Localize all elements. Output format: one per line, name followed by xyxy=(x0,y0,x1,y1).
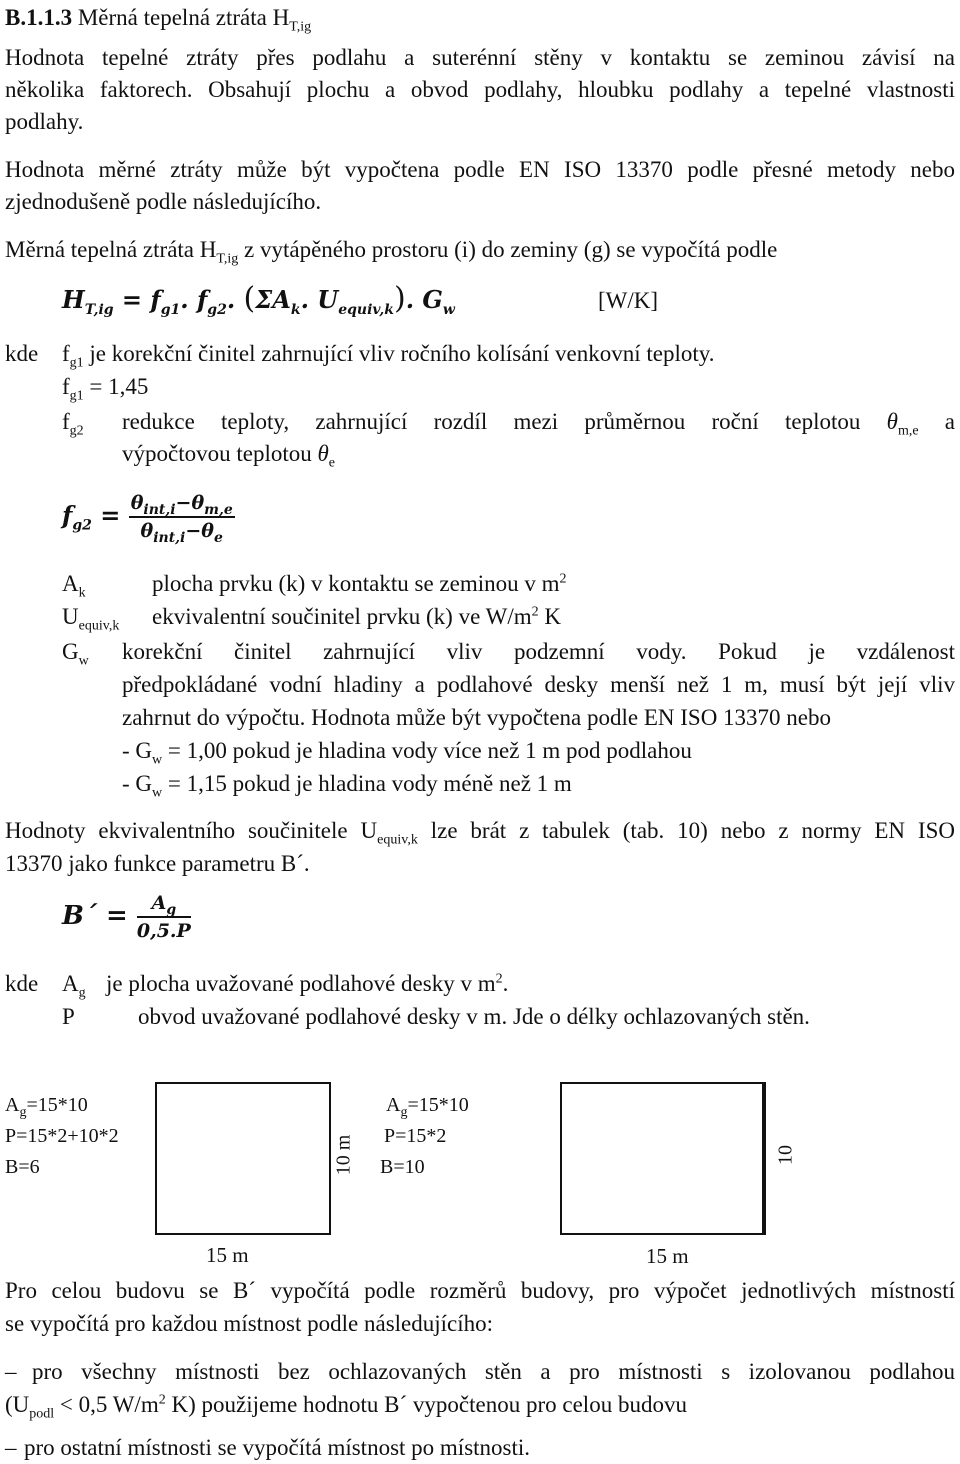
p-label: P xyxy=(62,1004,75,1029)
intro-line-5: zjednodušeně podle následujícího. xyxy=(5,189,322,214)
section-heading: B.1.1.3 Měrná tepelná ztráta $H_{T,ig}$ xyxy=(5,5,312,35)
formula-unit: [W/K] xyxy=(598,288,659,313)
gw-label: $G_w$ xyxy=(62,639,89,669)
bullet-1-line-1: pro všechny místnosti bez ochlazovaných stěn a pro místnosti s izolovanou podlahou xyxy=(32,1359,955,1384)
intro-line-2: několika faktorech. Obsahují plochu a obvod podlahy, hloubku podlahy a tepelné vlastnosti xyxy=(5,77,955,102)
section-title: Měrná tepelná ztráta H xyxy=(77,5,290,30)
bullet-dash-1: – xyxy=(5,1359,17,1384)
p-text: obvod uvažované podlahové desky v m. Jde o délky ochlazovaných stěn. xyxy=(138,1004,810,1029)
uequiv-paragraph-1: Hodnoty ekvivalentního součinitele $U_{equiv,k}$ lze brát z tabulek (tab. 10) nebo z normy EN ISO xyxy=(5,818,955,848)
gw-text-1: korekční činitel zahrnující vliv podzemní vody. Pokud je vzdálenost xyxy=(122,639,955,664)
left-perimeter: P=15*2+10*2 xyxy=(5,1125,119,1147)
intro-line-3: podlahy. xyxy=(5,109,84,134)
formula-b-prime: B´ = $\frac{A_g}{0,5.P}$ xyxy=(62,892,191,942)
intro-line-6: Měrná tepelná ztráta $H_{T,ig}$ z vytápěného prostoru (i) do zeminy (g) se vypočítá podle xyxy=(5,237,778,267)
left-bottom-dimension: 15 m xyxy=(206,1243,249,1267)
kde-label-2: kde xyxy=(5,971,39,996)
gw-text-2: předpokládané vodní hladiny a podlahové desky menší než 1 m, musí být její vliv xyxy=(122,672,955,697)
fg1-value: $f_{g1} = 1,45$ xyxy=(62,374,149,404)
ag-text: je plocha uvažované podlahové desky v $m^2$. xyxy=(106,971,509,996)
bullet-1-line-2: ($U_{podl} < 0,5$ $W/m^2$ K) použijeme hodnotu B´ vypočtenou pro celou budovu xyxy=(5,1392,687,1422)
gw-text-5: - $G_w = 1,15$ pokud je hladina vody méně než 1 m xyxy=(122,771,572,801)
left-b: B=6 xyxy=(5,1156,40,1178)
ag-label: $A_g$ xyxy=(62,971,86,1001)
fg2-label: $f_{g2}$ xyxy=(62,409,84,439)
closing-line-1: Pro celou budovu se B´ vypočítá podle rozměrů budovy, pro výpočet jednotlivých místností xyxy=(5,1278,955,1303)
bullet-dash-2: – xyxy=(5,1435,17,1460)
ak-text: plocha prvku (k) v kontaktu se zeminou v $m^2$ xyxy=(152,571,567,596)
uequiv-text: ekvivalentní součinitel prvku (k) ve $W/m^2$ K xyxy=(152,604,561,629)
floor-plan-right xyxy=(560,1082,766,1235)
formula-fg2: $f_{g2}$ = $\frac{\theta_{int,i}-\theta_{m,e}}{\theta_{int,i}-\theta_e}$ xyxy=(62,492,233,546)
bullet-2: pro ostatní místnosti se vypočítá místnost po místnosti. xyxy=(24,1435,531,1460)
gw-text-4: - $G_w = 1,00$ pokud je hladina vody více než 1 m pod podlahou xyxy=(122,738,692,768)
right-ag: $A_g=15*10$ xyxy=(386,1094,469,1120)
left-side-dimension: 10 m xyxy=(332,1134,355,1176)
fg2-definition: redukce teploty, zahrnující rozdíl mezi průměrnou roční teplotou $\theta_{m,e}$ a xyxy=(122,409,955,439)
formula-heat-loss: $H_{T,ig} = f_{g1}$. $f_{g2}$. ($\Sigma A_k$. $U_{equiv,k}$). $G_w$ xyxy=(62,281,455,318)
kde-label-1: kde xyxy=(5,341,39,366)
floor-plan-left xyxy=(155,1082,331,1235)
fg1-definition: $f_{g1}$ je korekční činitel zahrnující vliv ročního kolísání venkovní teploty. xyxy=(62,341,715,371)
fg2-definition-2: výpočtovou teplotou $\theta_e$ xyxy=(122,441,336,471)
uequiv-definition: $U_{equiv,k}$ xyxy=(62,604,120,634)
right-perimeter: P=15*2 xyxy=(384,1125,447,1147)
section-number: B.1.1.3 xyxy=(5,5,73,30)
gw-text-3: zahrnut do výpočtu. Hodnota může být vypočtena podle EN ISO 13370 nebo xyxy=(122,705,832,730)
right-side-dimension: 10 xyxy=(774,1145,797,1165)
intro-line-4: Hodnota měrné ztráty může být vypočtena podle EN ISO 13370 podle přesné metody nebo xyxy=(5,157,955,182)
uequiv-paragraph-2: 13370 jako funkce parametru B´. xyxy=(5,851,310,876)
intro-line-1: Hodnota tepelné ztráty přes podlahu a suterénní stěny v kontaktu se zeminou závisí na xyxy=(5,45,955,70)
left-ag: $A_g=15*10$ xyxy=(5,1094,88,1120)
closing-line-2: se vypočítá pro každou místnost podle následujícího: xyxy=(5,1311,494,1336)
right-b: B=10 xyxy=(380,1156,425,1178)
right-bottom-dimension: 15 m xyxy=(646,1244,689,1268)
ak-definition: $A_k$ xyxy=(62,571,86,601)
